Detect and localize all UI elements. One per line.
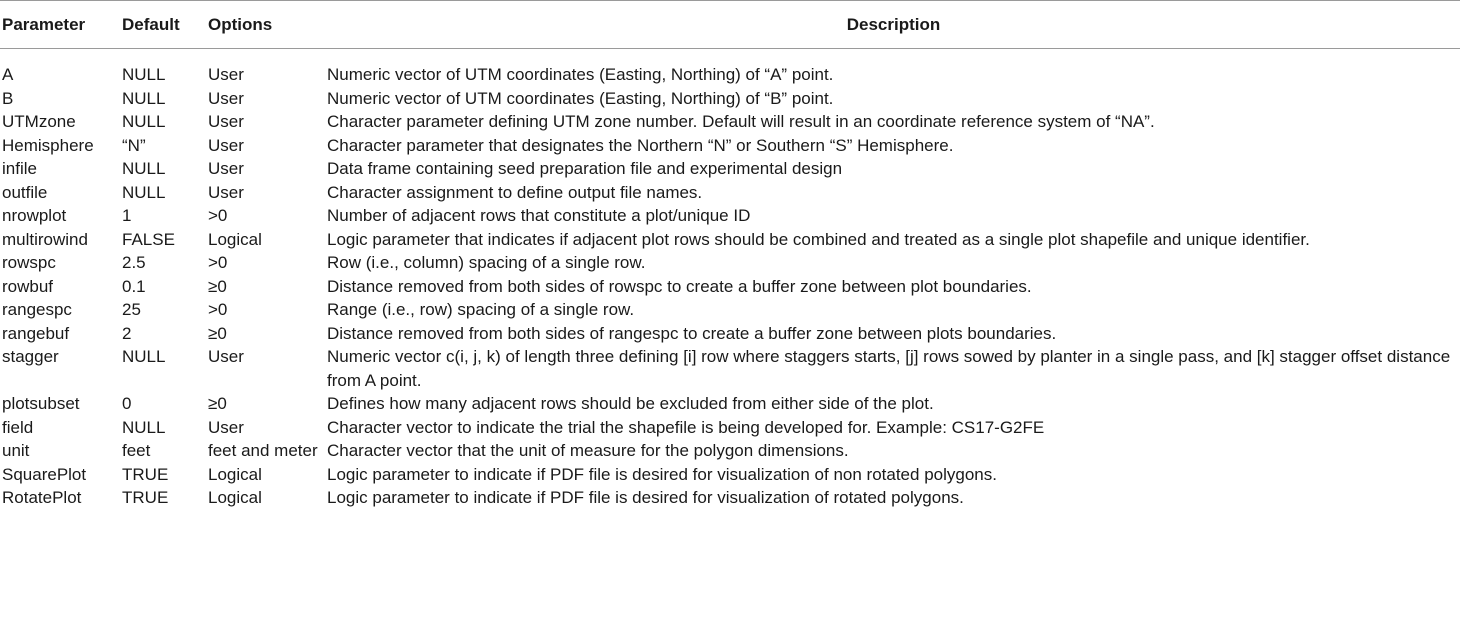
table-row xyxy=(0,486,1460,510)
cell-default: 25 xyxy=(122,300,141,319)
cell-description: Character vector that the unit of measure for the polygon dimensions. xyxy=(327,441,849,460)
cell-description: Character parameter that designates the Northern “N” or Southern “S” Hemisphere. xyxy=(327,135,954,155)
cell-options: Logical xyxy=(208,229,262,249)
cell-parameter: plotsubset xyxy=(2,394,80,413)
cell-description: Character vector to indicate the trial the shapefile is being developed for. Example: CS17-G2FE xyxy=(327,417,1045,437)
cell-options: User xyxy=(208,182,244,202)
cell-default: NULL xyxy=(122,65,166,84)
table-row xyxy=(0,181,1460,205)
cell-default: NULL xyxy=(122,88,166,108)
cell-parameter: stagger xyxy=(2,347,59,366)
cell-parameter: infile xyxy=(2,159,37,178)
cell-default: NULL xyxy=(122,347,166,366)
cell-description: Logic parameter to indicate if PDF file is desired for visualization of rotated polygons. xyxy=(327,488,964,507)
cell-description: Numeric vector of UTM coordinates (Easting, Northing) of “B” point. xyxy=(327,88,834,108)
table-row xyxy=(0,204,1460,228)
cell-description: Character assignment to define output file names. xyxy=(327,182,703,202)
cell-parameter: rangespc xyxy=(2,300,72,319)
table-row xyxy=(0,345,1460,392)
cell-description: Row (i.e., column) spacing of a single row. xyxy=(327,253,646,272)
cell-options: User xyxy=(208,417,244,437)
cell-options: Logical xyxy=(208,464,262,484)
header-row xyxy=(0,1,1460,49)
table-row xyxy=(0,298,1460,322)
cell-default: NULL xyxy=(122,159,166,178)
cell-parameter: A xyxy=(2,65,14,84)
cell-parameter: unit xyxy=(2,441,30,460)
cell-options: >0 xyxy=(208,206,228,225)
cell-parameter: outfile xyxy=(2,182,48,202)
cell-options: User xyxy=(208,88,244,108)
table-header xyxy=(0,1,1460,49)
table-row xyxy=(0,416,1460,440)
cell-options: User xyxy=(208,159,244,178)
cell-options: ≥0 xyxy=(208,323,227,343)
cell-description: Distance removed from both sides of rowspc to create a buffer zone between plot boundaries. xyxy=(327,276,1032,296)
table-row xyxy=(0,228,1460,252)
cell-parameter: RotatePlot xyxy=(2,488,82,507)
cell-default: “N” xyxy=(122,135,146,155)
table-row xyxy=(0,439,1460,463)
cell-description: Distance removed from both sides of rangespc to create a buffer zone between plots boundaries. xyxy=(327,323,1057,343)
cell-options: ≥0 xyxy=(208,276,227,296)
header-default: Default xyxy=(120,1,206,49)
cell-default: TRUE xyxy=(122,464,169,484)
cell-default: 0.1 xyxy=(122,276,146,296)
cell-default: 2.5 xyxy=(122,253,146,272)
cell-description: Numeric vector of UTM coordinates (Easting, Northing) of “A” point. xyxy=(327,65,834,84)
table-row xyxy=(0,87,1460,111)
cell-default: NULL xyxy=(122,182,166,202)
cell-options: User xyxy=(208,135,244,155)
cell-parameter: UTMzone xyxy=(2,112,76,131)
table-row xyxy=(0,275,1460,299)
cell-parameter: nrowplot xyxy=(2,206,67,225)
cell-default: NULL xyxy=(122,112,166,131)
cell-parameter: rowbuf xyxy=(2,276,54,296)
cell-parameter: B xyxy=(2,88,14,108)
cell-options: User xyxy=(208,65,244,84)
cell-default: NULL xyxy=(122,417,166,437)
table-row xyxy=(0,49,1460,87)
cell-default: TRUE xyxy=(122,488,169,507)
cell-default: 1 xyxy=(122,206,132,225)
cell-description: Range (i.e., row) spacing of a single row. xyxy=(327,300,635,319)
table-row xyxy=(0,463,1460,487)
cell-default: FALSE xyxy=(122,229,175,249)
cell-options: Logical xyxy=(208,488,262,507)
header-options: Options xyxy=(206,1,325,49)
cell-parameter: multirowind xyxy=(2,229,88,249)
table-row xyxy=(0,322,1460,346)
cell-parameter: field xyxy=(2,417,34,437)
table-row xyxy=(0,392,1460,416)
cell-description: Logic parameter that indicates if adjacent plot rows should be combined and treated as a single plot shapefile and unique identifier. xyxy=(327,229,1310,249)
cell-options: >0 xyxy=(208,300,228,319)
cell-description: Logic parameter to indicate if PDF file is desired for visualization of non rotated polygons. xyxy=(327,464,997,484)
cell-parameter: SquarePlot xyxy=(2,464,87,484)
header-parameter: Parameter xyxy=(0,1,120,49)
cell-description: Numeric vector c(i, j, k) of length three defining [i] row where staggers starts, [j] rows sowed by planter in a single pass, and [k] stagger offset distance from A point. xyxy=(327,347,1451,390)
cell-options: User xyxy=(208,112,244,131)
cell-description: Number of adjacent rows that constitute a plot/unique ID xyxy=(327,206,751,225)
cell-default: feet xyxy=(122,441,151,460)
table-row xyxy=(0,251,1460,275)
cell-default: 2 xyxy=(122,323,132,343)
table-row xyxy=(0,157,1460,181)
cell-description: Character parameter defining UTM zone number. Default will result in an coordinate reference system of “NA”. xyxy=(327,112,1155,131)
cell-description: Data frame containing seed preparation file and experimental design xyxy=(327,159,843,178)
cell-options: User xyxy=(208,347,244,366)
cell-options: ≥0 xyxy=(208,394,227,413)
cell-options: feet and meter xyxy=(208,441,318,460)
cell-options: >0 xyxy=(208,253,228,272)
table-row xyxy=(0,110,1460,134)
cell-default: 0 xyxy=(122,394,132,413)
cell-parameter: Hemisphere xyxy=(2,135,94,155)
table-body xyxy=(0,49,1460,510)
cell-description: Defines how many adjacent rows should be excluded from either side of the plot. xyxy=(327,394,934,413)
cell-parameter: rangebuf xyxy=(2,323,70,343)
cell-parameter: rowspc xyxy=(2,253,56,272)
table-row xyxy=(0,134,1460,158)
header-description: Description xyxy=(325,1,1460,49)
